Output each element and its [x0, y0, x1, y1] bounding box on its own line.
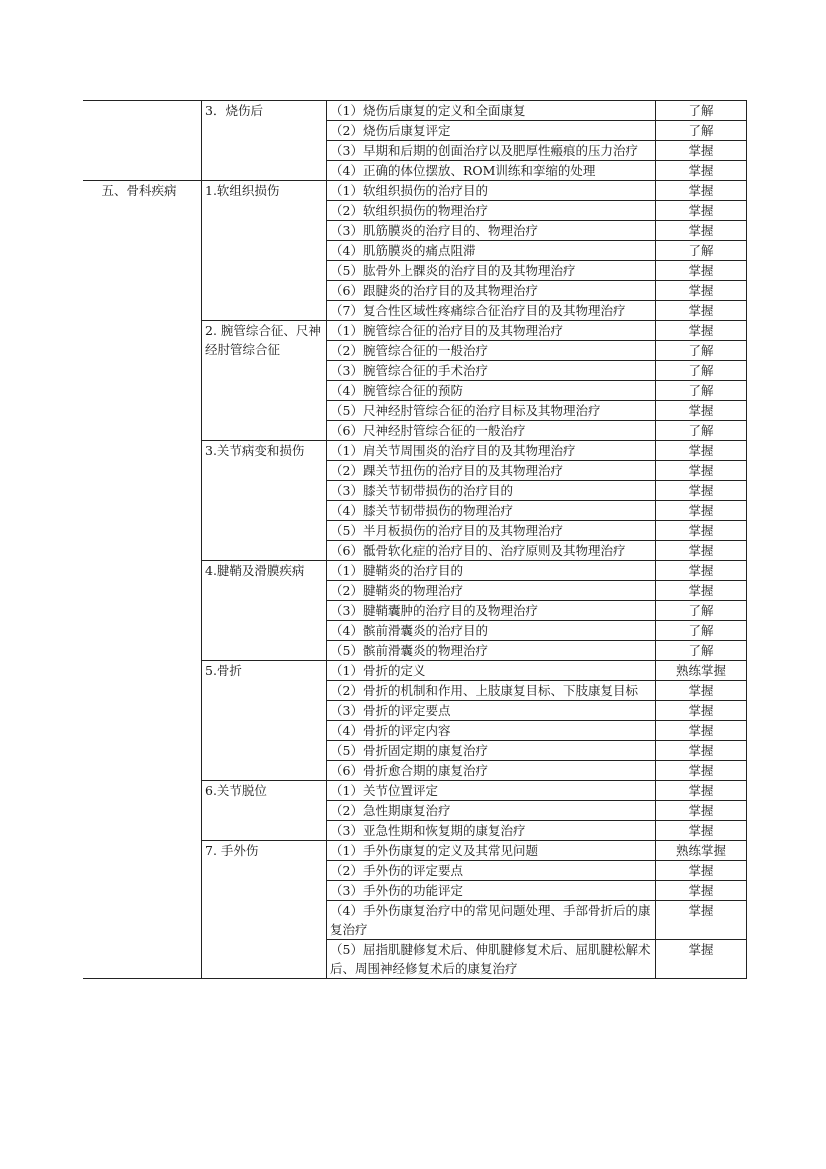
- requirement-level: 了解: [656, 621, 747, 641]
- requirement-level: 掌握: [656, 561, 747, 581]
- requirement-level: 掌握: [656, 881, 747, 901]
- requirement-level: 了解: [656, 121, 747, 141]
- item-text: （4）腕管综合征的预防: [327, 381, 656, 401]
- requirement-level: 了解: [656, 601, 747, 621]
- item-text: （4）正确的体位摆放、ROM训练和挛缩的处理: [327, 161, 656, 181]
- item-text: （5）髌前滑囊炎的物理治疗: [327, 641, 656, 661]
- requirement-level: 掌握: [656, 221, 747, 241]
- item-text: （2）手外伤的评定要点: [327, 861, 656, 881]
- requirement-level: 掌握: [656, 541, 747, 561]
- section-title: 4.腱鞘及滑膜疾病: [202, 561, 327, 661]
- item-text: （6）跟腱炎的治疗目的及其物理治疗: [327, 281, 656, 301]
- item-text: （2）腱鞘炎的物理治疗: [327, 581, 656, 601]
- requirement-level: 了解: [656, 101, 747, 121]
- category-cell: [77, 101, 202, 181]
- item-text: （3）亚急性期和恢复期的康复治疗: [327, 821, 656, 841]
- requirement-level: 掌握: [656, 721, 747, 741]
- category-cell: 五、骨科疾病: [77, 181, 202, 979]
- section-title: 5.骨折: [202, 661, 327, 781]
- item-text: （2）急性期康复治疗: [327, 801, 656, 821]
- item-text: （2）腕管综合征的一般治疗: [327, 341, 656, 361]
- item-text: （4）肌筋膜炎的痛点阻滞: [327, 241, 656, 261]
- table-row: [77, 101, 747, 121]
- requirement-level: 熟练掌握: [656, 841, 747, 861]
- requirement-level: 掌握: [656, 261, 747, 281]
- item-text: （2）烧伤后康复评定: [327, 121, 656, 141]
- item-text: （1）烧伤后康复的定义和全面康复: [327, 101, 656, 121]
- item-text: （3）手外伤的功能评定: [327, 881, 656, 901]
- requirement-level: 了解: [656, 241, 747, 261]
- requirement-level: 掌握: [656, 781, 747, 801]
- requirement-level: 掌握: [656, 681, 747, 701]
- section-title: 6.关节脱位: [202, 781, 327, 841]
- item-text: （1）肩关节周围炎的治疗目的及其物理治疗: [327, 441, 656, 461]
- requirement-level: 了解: [656, 641, 747, 661]
- requirement-level: 掌握: [656, 901, 747, 940]
- item-text: （1）关节位置评定: [327, 781, 656, 801]
- section-title: 3.关节病变和损伤: [202, 441, 327, 561]
- item-text: （4）骨折的评定内容: [327, 721, 656, 741]
- item-text: （4）膝关节韧带损伤的物理治疗: [327, 501, 656, 521]
- requirement-level: 掌握: [656, 161, 747, 181]
- requirement-level: 了解: [656, 421, 747, 441]
- requirement-level: 掌握: [656, 141, 747, 161]
- item-text: （6）尺神经肘管综合征的一般治疗: [327, 421, 656, 441]
- requirement-level: 掌握: [656, 521, 747, 541]
- requirement-level: 掌握: [656, 801, 747, 821]
- table-row: [77, 181, 747, 201]
- item-text: （3）骨折的评定要点: [327, 701, 656, 721]
- item-text: （5）尺神经肘管综合征的治疗目标及其物理治疗: [327, 401, 656, 421]
- requirement-level: 掌握: [656, 201, 747, 221]
- requirement-level: 掌握: [656, 301, 747, 321]
- item-text: （2）踝关节扭伤的治疗目的及其物理治疗: [327, 461, 656, 481]
- item-text: （3）肌筋膜炎的治疗目的、物理治疗: [327, 221, 656, 241]
- requirement-level: 掌握: [656, 741, 747, 761]
- requirement-level: 掌握: [656, 281, 747, 301]
- section-title: 3．烧伤后: [202, 101, 327, 181]
- requirement-level: 掌握: [656, 481, 747, 501]
- requirement-level: 掌握: [656, 761, 747, 781]
- item-text: （4）手外伤康复治疗中的常见问题处理、手部骨折后的康复治疗: [327, 901, 656, 940]
- section-title: 1.软组织损伤: [202, 181, 327, 321]
- requirement-level: 掌握: [656, 940, 747, 979]
- item-text: （1）软组织损伤的治疗目的: [327, 181, 656, 201]
- requirement-level: 掌握: [656, 181, 747, 201]
- item-text: （2）骨折的机制和作用、上肢康复目标、下肢康复目标: [327, 681, 656, 701]
- item-text: （7）复合性区域性疼痛综合征治疗目的及其物理治疗: [327, 301, 656, 321]
- item-text: （3）早期和后期的创面治疗以及肥厚性瘢痕的压力治疗: [327, 141, 656, 161]
- requirement-level: 掌握: [656, 581, 747, 601]
- requirement-level: 熟练掌握: [656, 661, 747, 681]
- requirement-level: 掌握: [656, 821, 747, 841]
- requirement-level: 了解: [656, 341, 747, 361]
- requirement-level: 掌握: [656, 501, 747, 521]
- item-text: （5）肱骨外上髁炎的治疗目的及其物理治疗: [327, 261, 656, 281]
- item-text: （1）手外伤康复的定义及其常见问题: [327, 841, 656, 861]
- requirement-level: 了解: [656, 381, 747, 401]
- section-title: 2. 腕管综合征、尺神经肘管综合征: [202, 321, 327, 441]
- item-text: （5）屈指肌腱修复术后、伸肌腱修复术后、屈肌腱松解术后、周围神经修复术后的康复治疗: [327, 940, 656, 979]
- item-text: （2）软组织损伤的物理治疗: [327, 201, 656, 221]
- requirement-level: 掌握: [656, 701, 747, 721]
- item-text: （1）腱鞘炎的治疗目的: [327, 561, 656, 581]
- requirement-level: 掌握: [656, 441, 747, 461]
- requirement-level: 掌握: [656, 461, 747, 481]
- item-text: （1）骨折的定义: [327, 661, 656, 681]
- section-title: 7. 手外伤: [202, 841, 327, 979]
- requirement-level: 掌握: [656, 321, 747, 341]
- requirement-level: 了解: [656, 361, 747, 381]
- syllabus-table: [76, 100, 747, 979]
- requirement-level: 掌握: [656, 401, 747, 421]
- item-text: （4）髌前滑囊炎的治疗目的: [327, 621, 656, 641]
- item-text: （3）腕管综合征的手术治疗: [327, 361, 656, 381]
- item-text: （3）膝关节韧带损伤的治疗目的: [327, 481, 656, 501]
- item-text: （6）骨折愈合期的康复治疗: [327, 761, 656, 781]
- item-text: （5）半月板损伤的治疗目的及其物理治疗: [327, 521, 656, 541]
- item-text: （6）骶骨软化症的治疗目的、治疗原则及其物理治疗: [327, 541, 656, 561]
- item-text: （5）骨折固定期的康复治疗: [327, 741, 656, 761]
- requirement-level: 掌握: [656, 861, 747, 881]
- item-text: （3）腱鞘囊肿的治疗目的及物理治疗: [327, 601, 656, 621]
- item-text: （1）腕管综合征的治疗目的及其物理治疗: [327, 321, 656, 341]
- syllabus-body: [77, 101, 747, 979]
